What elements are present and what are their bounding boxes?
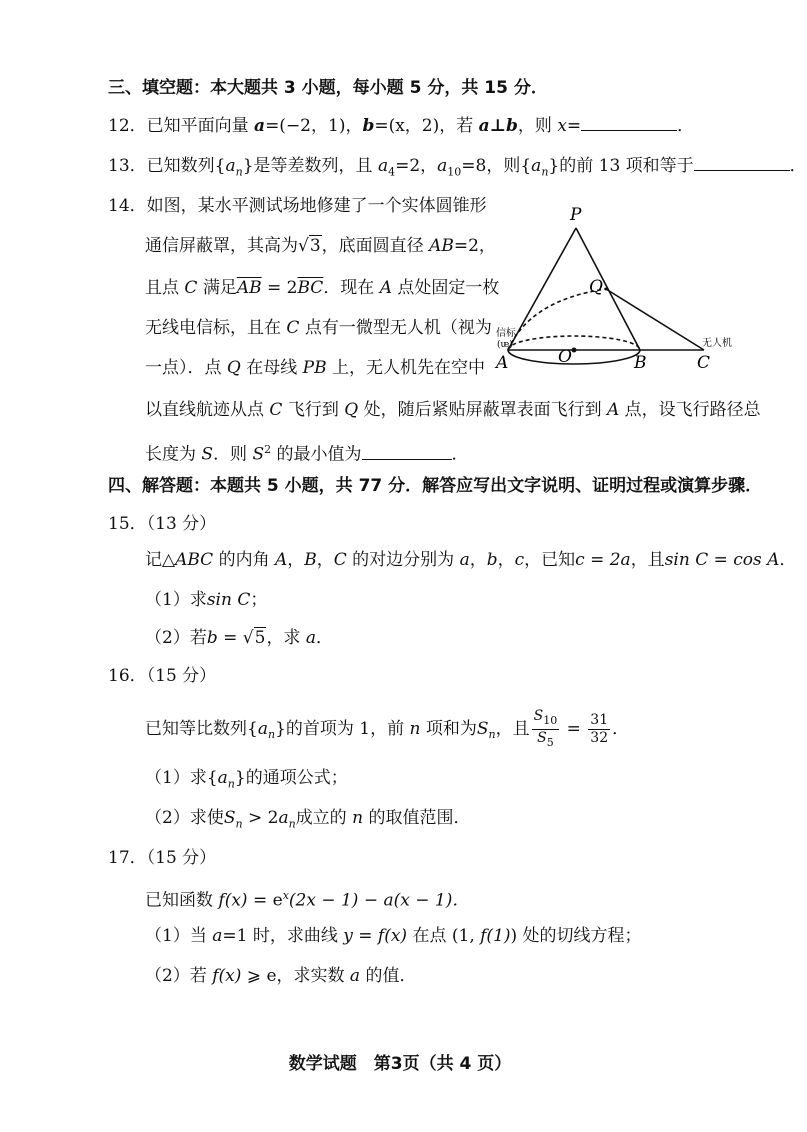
q16-n: n	[409, 718, 421, 739]
q15-p2c: =	[217, 628, 243, 648]
q15-b: b	[206, 628, 218, 648]
q15-p2f: ．	[316, 628, 333, 648]
q12-answer-blank[interactable]	[581, 114, 677, 131]
q16-p2-a: a	[278, 808, 289, 828]
question-17-part-1	[145, 924, 642, 948]
q16-s2: }的首项为 1，前	[275, 718, 410, 739]
q16-p2a: （2）求使	[145, 808, 224, 828]
q14-l4b: 点有一微型无人机（视为	[299, 318, 492, 338]
q15-p2d: ，求	[266, 628, 306, 648]
section-3-header: 三、填空题：本大题共 3 小题，每小题 5 分，共 15 分．	[108, 78, 548, 98]
q12-text: 已知平面向量	[146, 116, 255, 136]
surface-path-QA	[508, 289, 606, 350]
fraction-S10-S5	[532, 708, 560, 751]
q17-s1: 已知函数	[145, 890, 219, 911]
cone-figure	[490, 200, 770, 380]
q16-s1: 已知等比数列{	[145, 718, 258, 739]
question-14-line-2: 通信屏蔽罩，其高为√3，底面圆直径 AB=2，	[145, 236, 496, 256]
length-S: S	[201, 444, 214, 465]
sup-2: 2	[264, 443, 272, 456]
perp-condition: a⊥b	[478, 116, 518, 136]
a10: a	[437, 156, 448, 176]
vector-BC: $\overline{BC}$	[297, 278, 324, 298]
q16-p2c: 成立的	[295, 808, 353, 828]
q15-s4: ，已知	[524, 550, 576, 570]
q16-p2-n: n	[352, 808, 364, 828]
q14-l2a: 通信屏蔽罩，其高为	[145, 236, 298, 256]
q14-l7a: 长度为	[145, 444, 202, 465]
q13-text-5: }的前 13 项和等于	[548, 156, 694, 176]
q14-l6b: 飞行到	[282, 400, 345, 420]
q16-Sn-sub: n	[488, 728, 496, 742]
vector-AB: $\overline{AB}$	[236, 278, 262, 298]
q17-p1-a: a	[212, 926, 223, 946]
sub-n-2: n	[541, 165, 549, 179]
vector-b: b	[362, 116, 375, 136]
label-beacon: 信标	[496, 328, 516, 339]
q14-l3b: 满足	[197, 278, 237, 298]
sub-10: 10	[447, 165, 462, 179]
q15-p1c: ；	[250, 590, 268, 610]
point-Q-dot	[605, 288, 608, 291]
label-O: O	[558, 347, 572, 367]
q15-sinC: sin C	[206, 590, 251, 610]
q13-answer-blank[interactable]	[694, 154, 790, 171]
q16-Sn: S	[476, 718, 489, 739]
q17-s2: = e	[247, 890, 283, 911]
q15-p1a: （1）求	[145, 590, 207, 610]
angle-B: B	[304, 550, 317, 570]
q17-p2-a: a	[349, 966, 361, 986]
q17-number: 17．	[108, 848, 147, 868]
q14-answer-blank[interactable]	[362, 443, 452, 460]
question-17-stem	[145, 884, 469, 913]
q16-p1b: }的通项公式；	[234, 768, 348, 788]
q13-text-2: }是等差数列，且	[242, 156, 378, 176]
label-P: P	[570, 205, 582, 225]
question-14-line-5	[145, 356, 485, 380]
q17-fx: f(x)	[218, 890, 248, 911]
q17-score: （15 分）	[146, 848, 217, 868]
point-Q: Q	[226, 358, 241, 378]
S5: S	[537, 729, 547, 746]
beacon-icon: (ᵫ)	[497, 340, 513, 350]
q15-p2a: （2）若	[145, 628, 207, 648]
S5-sub: 5	[546, 735, 554, 749]
label-Q: Q	[589, 277, 603, 297]
question-14-line-1	[108, 194, 487, 218]
q12-text-3: =(x，2)，若	[374, 116, 479, 136]
label-A: A	[496, 353, 509, 373]
question-12	[108, 114, 694, 138]
q15-s1: 记△	[145, 550, 176, 570]
q15-eq-sin-cos: sin C = cos A	[664, 550, 780, 570]
q15-comma-4: ，	[497, 550, 515, 570]
sqrt-5: 5	[254, 628, 266, 648]
q14-l4a: 无线电信标，且在	[145, 318, 287, 338]
q16-p1a: （1）求{	[145, 768, 218, 788]
generatrix-PB: PB	[302, 358, 327, 378]
q16-number: 16．	[108, 666, 147, 686]
q15-score: （13 分）	[146, 514, 217, 534]
q14-l7b: ．则	[213, 444, 253, 465]
x-variable: x	[557, 116, 567, 136]
q16-s4: ，且	[495, 718, 530, 739]
q14-line-1-text: 如图，某水平测试场地修建了一个实体圆锥形	[146, 196, 487, 216]
q14-l3c: ．现在	[323, 278, 380, 298]
q14-l6d: 点，设飞行路径总	[619, 400, 761, 420]
q14-l6a: 以直线航迹从点	[145, 400, 270, 420]
point-Q-2: Q	[344, 400, 359, 420]
q15-comma-1: ，	[287, 550, 305, 570]
a4: a	[377, 156, 389, 176]
generatrix-PB-line	[576, 228, 640, 350]
side-c: c	[514, 550, 525, 570]
S10: S	[533, 708, 544, 724]
q12-text-2: =(−2，1)，	[265, 116, 363, 136]
question-17-header	[108, 846, 216, 870]
question-14-line-7	[145, 438, 469, 467]
q17-a: a	[383, 890, 394, 911]
q15-dot: ．	[779, 550, 797, 570]
q14-l5a: 一点）．点	[145, 358, 227, 378]
q17-p1b: =1 时，求曲线	[222, 926, 344, 946]
q12-tail: ．	[677, 116, 695, 136]
angle-C: C	[333, 550, 347, 570]
point-C-2: C	[286, 318, 300, 338]
frac-31: 31	[590, 711, 609, 728]
q16-s3: 项和为	[420, 718, 477, 739]
q15-eq-c-2a: c = 2a	[575, 550, 631, 570]
q16-p2-a-sub: n	[288, 817, 296, 831]
question-16-header	[108, 664, 216, 688]
sequence-a-2: a	[531, 156, 542, 176]
page-footer: 数学试题 第3页（共 4 页）	[288, 1054, 512, 1074]
q17-s3: (2x − 1) −	[288, 890, 384, 911]
q17-p1f: ) 处的切线方程；	[510, 926, 642, 946]
question-15-part-1	[145, 588, 267, 612]
label-drone: 无人机	[702, 338, 732, 349]
q16-p2-S-sub: n	[235, 817, 243, 831]
sub-n: n	[235, 165, 243, 179]
q14-l5b: 在母线	[240, 358, 303, 378]
q12-equals: =	[566, 116, 582, 136]
q16-p1-a: a	[217, 768, 228, 788]
q14-l2c: =2，	[453, 236, 496, 256]
q15-a: a	[305, 628, 316, 648]
q14-eq2: = 2	[261, 278, 298, 298]
q13-text: 已知数列{	[146, 156, 226, 176]
q17-p2c: ⩾ e，求实数	[241, 966, 350, 986]
q15-s3: 的对边分别为	[346, 550, 460, 570]
seg-AB: AB	[429, 236, 454, 256]
q15-s2: 的内角	[213, 550, 275, 570]
q17-p1c: y = f(x)	[343, 926, 408, 946]
point-C-3: C	[269, 400, 283, 420]
q13-tail: ．	[789, 156, 807, 176]
label-C: C	[697, 353, 711, 373]
length-S-2: S	[252, 444, 265, 465]
q17-p1a: （1）当	[145, 926, 213, 946]
q14-l3a: 且点	[145, 278, 185, 298]
question-14-line-6	[145, 398, 761, 422]
frac-32: 32	[590, 729, 609, 746]
segment-QC	[606, 289, 704, 350]
question-16-part-1	[145, 766, 348, 796]
triangle-ABC: ABC	[175, 550, 214, 570]
side-a: a	[459, 550, 470, 570]
sub-4: 4	[388, 165, 396, 179]
q17-p2a: （2）若	[145, 966, 213, 986]
question-16-part-2	[145, 806, 470, 836]
fraction-31-32	[588, 712, 610, 747]
q17-p2d: 的值．	[360, 966, 417, 986]
section-4-header: 四、解答题：本题共 5 小题，共 77 分．解答应写出文字说明、证明过程或演算步骤．	[108, 476, 763, 496]
q17-p1e: f(1)	[480, 926, 511, 946]
question-14-line-4	[145, 316, 492, 340]
vector-a: a	[254, 116, 266, 136]
q14-l3d: 点处固定一枚	[392, 278, 500, 298]
q15-comma-2: ，	[316, 550, 334, 570]
q17-p1d: 在点 (1,	[407, 926, 481, 946]
question-13	[108, 154, 807, 184]
q14-number: 14．	[108, 196, 147, 216]
center-O-dot	[572, 348, 577, 353]
q16-eq: =	[561, 718, 587, 739]
q14-tail: ．	[451, 444, 469, 465]
q16-p2d: 的取值范围．	[363, 808, 471, 828]
q16-p2-S: S	[223, 808, 236, 828]
side-b: b	[486, 550, 498, 570]
q16-score: （15 分）	[146, 666, 217, 686]
q17-p2b: f(x)	[212, 966, 242, 986]
point-C: C	[184, 278, 198, 298]
sqrt-3: 3	[309, 236, 321, 256]
q14-l6c: 处，随后紧贴屏蔽罩表面飞行到	[358, 400, 607, 420]
question-17-part-2	[145, 964, 416, 988]
point-A-2: A	[606, 400, 620, 420]
q17-sup-x: x	[282, 889, 289, 902]
q15-comma-3: ，	[469, 550, 487, 570]
question-16-stem	[145, 708, 629, 755]
q16-dot: ．	[612, 718, 630, 739]
label-B: B	[634, 353, 647, 373]
q15-number: 15．	[108, 514, 147, 534]
q16-sub-n: n	[267, 728, 276, 742]
q16-p1-sub: n	[227, 777, 235, 791]
point-A: A	[379, 278, 392, 298]
q14-l7c: 的最小值为	[271, 444, 362, 465]
angle-A: A	[274, 550, 288, 570]
q12-text-4: ，则	[517, 116, 558, 136]
q17-s4: (x − 1)．	[393, 890, 470, 911]
q15-s5: ，且	[630, 550, 665, 570]
question-14-line-3	[145, 276, 499, 300]
question-15-stem	[145, 548, 796, 572]
q12-number: 12．	[108, 116, 147, 136]
S10-sub: 10	[543, 713, 558, 727]
q16-a: a	[257, 718, 268, 739]
generatrix-PA	[508, 228, 576, 350]
q16-p2b: > 2	[242, 808, 279, 828]
q13-number: 13．	[108, 156, 147, 176]
q13-text-3: =2，	[395, 156, 438, 176]
q13-text-4: =8，则{	[461, 156, 532, 176]
q14-l2b: ，底面圆直径	[321, 236, 430, 256]
question-15-header	[108, 512, 216, 536]
q14-l5c: 上，无人机先在空中	[326, 358, 485, 378]
sequence-a: a	[225, 156, 236, 176]
question-15-part-2: （2）若b = √5，求 a．	[145, 628, 333, 648]
